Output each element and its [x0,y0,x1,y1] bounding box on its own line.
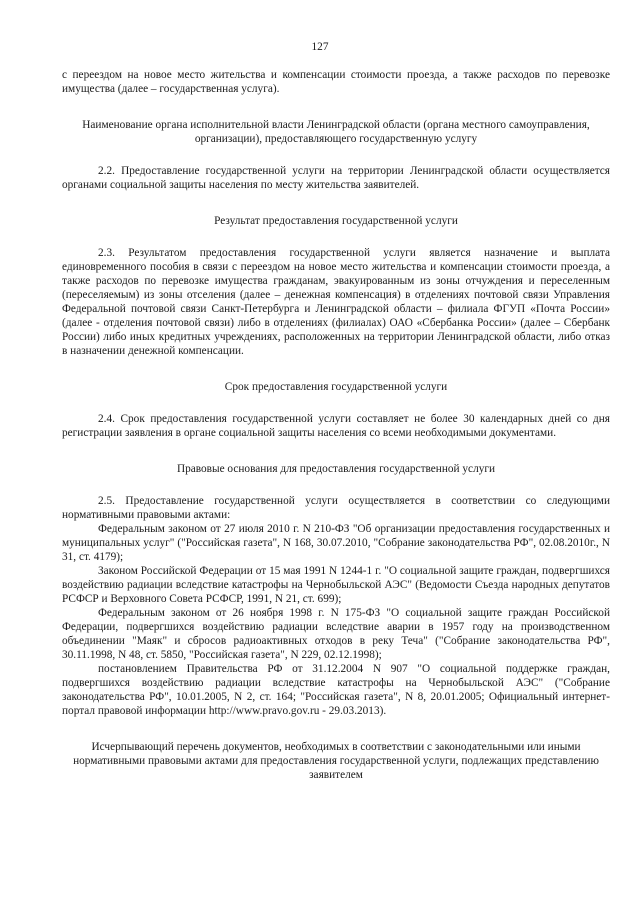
legal-act-item: Федеральным законом от 27 июля 2010 г. N 210-ФЗ "Об организации предоставления государственных и муниципальных услуг" ("Российская газета", N 168, 30.07.2010, "Собрание законодательства РФ", 02.08.2010г., N 31, ст. 4179); [62,523,610,563]
paragraph-2-2: 2.2. Предоставление государственной услуги на территории Ленинградской области осуществляется органами социальной защиты населения по месту жительства заявителей. [62,165,610,191]
page-number: 127 [311,41,329,53]
legal-act-item: Федеральным законом от 26 ноября 1998 г. N 175-ФЗ "О социальной защите граждан Российской Федерации, подвергшихся воздействию радиации вследствие аварии в 1957 году на производственном объединении "Маяк" и сбросов радиоактивных отходов в реку Теча" ("Собрание законодательства РФ", 30.11.1998, N 48, ст. 5850, "Российская газета", N 229, 02.12.1998); [62,607,610,661]
intro-paragraph: с переездом на новое место жительства и компенсации стоимости проезда, а также расходов по перевозке имущества (далее – государственная услуга). [62,69,610,95]
paragraph-2-4: 2.4. Срок предоставления государственной услуги составляет не более 30 календарных дней со дня регистрации заявления в органе социальной защиты населения со всеми необходимыми документами. [62,413,610,439]
heading-documents: Исчерпывающий перечень документов, необходимых в соответствии с законодательными или иными нормативными правовыми актами для предоставления государственной услуги, подлежащих представлению заявителем [73,741,599,781]
heading-term: Срок предоставления государственной услуги [224,381,448,393]
heading-organ: Наименование органа исполнительной власти Ленинградской области (органа местного самоуправления, организации), предоставляющего государственную услугу [82,119,590,145]
page-content [62,68,610,782]
paragraph-2-5: 2.5. Предоставление государственной услуги осуществляется в соответствии со следующими нормативными правовыми актами: [62,495,610,521]
heading-legal: Правовые основания для предоставления государственной услуги [176,463,496,475]
paragraph-2-3: 2.3. Результатом предоставления государственной услуги является назначение и выплата единовременного пособия в связи с переездом на новое место жительства и компенсации стоимости проезда, а также расходов по перевозке имущества гражданам, эвакуированным из зоны отчуждения и переселенным (переселяемым) из зоны отселения (далее – денежная компенсация) в отделениях почтовой связи Управления Федеральной почтовой связи Санкт-Петербурга и Ленинградской области – филиала ФГУП «Почта России» (далее - отделения почтовой связи) либо в отделениях (филиалах) ОАО «Сбербанка России» (далее – Сбербанк России) либо иных кредитных учреждениях, расположенных на территории Ленинградской области, либо отказ в назначении денежной компенсации. [62,247,610,357]
legal-act-item: Законом Российской Федерации от 15 мая 1991 N 1244-1 г. "О социальной защите граждан, подвергшихся воздействию радиации вследствие катастрофы на Чернобыльской АЭС" (Ведомости Съезда народных депутатов РСФСР и Верховного Совета РСФСР, 1991, N 21, ст. 699); [62,565,610,605]
legal-act-item: постановлением Правительства РФ от 31.12.2004 N 907 "О социальной поддержке граждан, подвергшихся воздействию радиации вследствие катастрофы на Чернобыльской АЭС" ("Собрание законодательства РФ", 10.01.2005, N 2, ст. 164; "Российская газета", N 8, 20.01.2005; Официальный интернет-портал правовой информации http://www.pravo.gov.ru - 29.03.2013). [62,663,610,717]
heading-result: Результат предоставления государственной услуги [214,215,458,227]
